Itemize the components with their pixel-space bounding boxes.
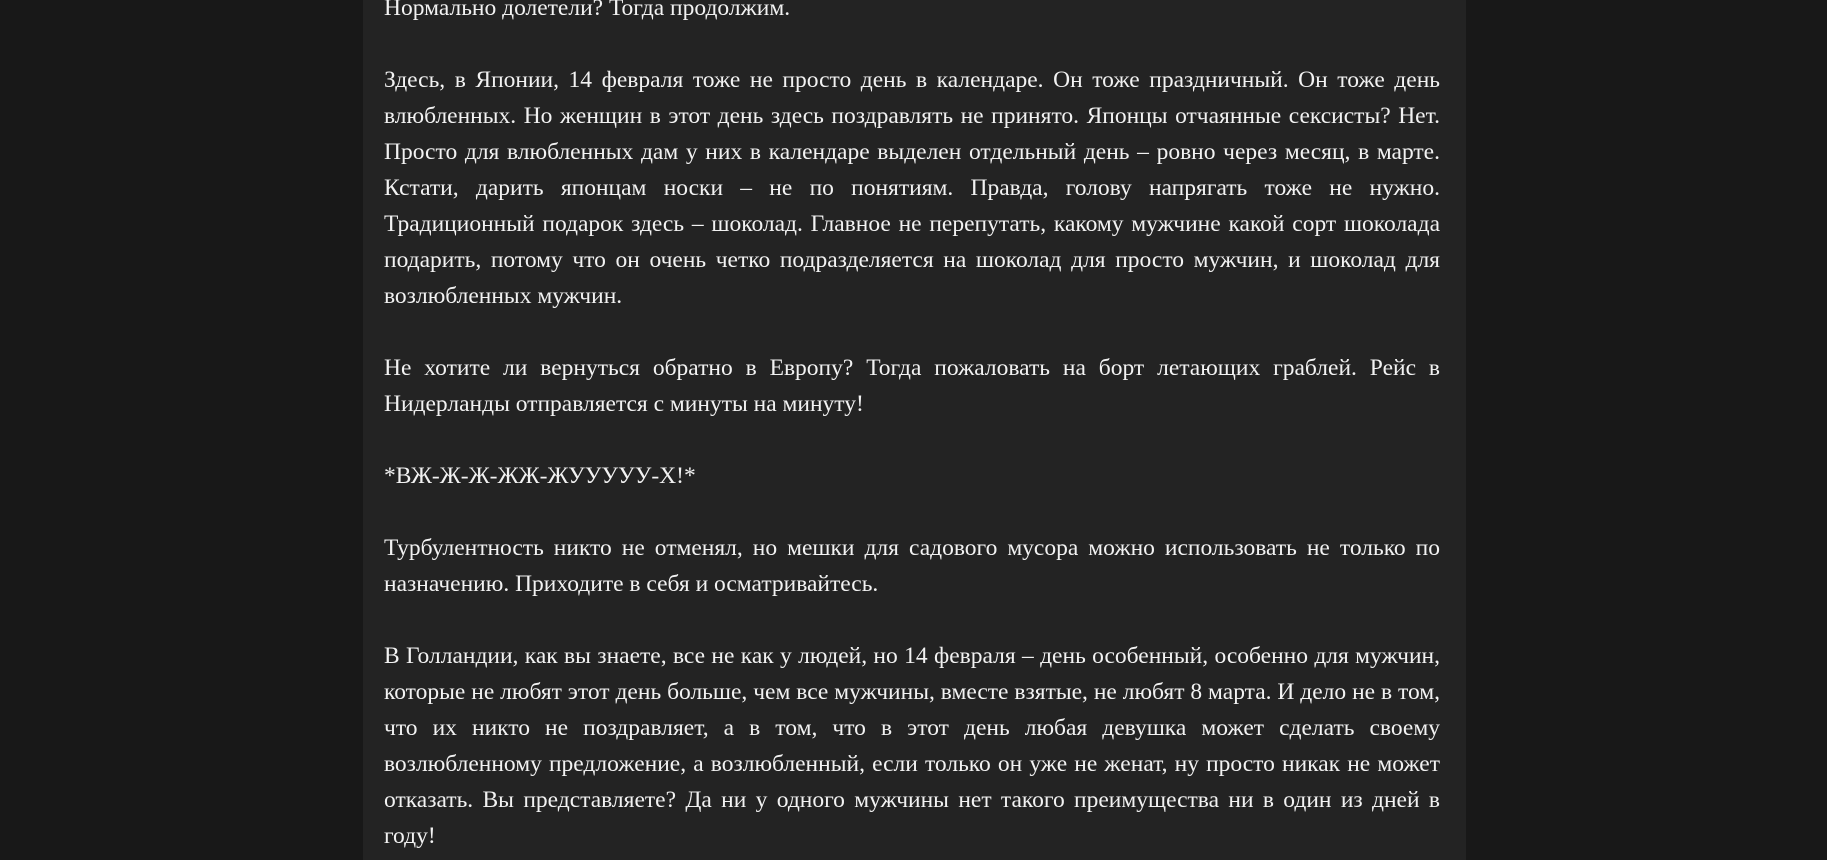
article-column xyxy=(363,0,1466,860)
paragraph-turbulence: Турбулентность никто не отменял, но мешки для садового мусора можно использовать не только по назначению. Приходите в себя и осматривайтесь. xyxy=(384,535,1440,597)
paragraph-intro: Нормально долетели? Тогда продолжим. xyxy=(384,0,791,21)
paragraph-sound: *ВЖ-Ж-Ж-ЖЖ-ЖУУУУУ-Х!* xyxy=(384,463,696,489)
paragraph-japan: Здесь, в Японии, 14 февраля тоже не просто день в календаре. Он тоже праздничный. Он тоже день влюбленных. Но женщин в этот день здесь поздравлять не принято. Японцы отчаянные сексисты? Нет. Просто для влюбленных дам у них в календаре выделен отдельный день – ровно через месяц, в марте. Кстати, дарить японцам носки – не по понятиям. Правда, голову напрягать тоже не нужно. Традиционный подарок здесь – шоколад. Главное не перепутать, какому мужчине какой сорт шоколада подарить, потому что он очень четко подразделяется на шоколад для просто мужчин, и шоколад для возлюбленных мужчин. xyxy=(384,67,1440,309)
paragraph-europe: Не хотите ли вернуться обратно в Европу? Тогда пожаловать на борт летающих граблей. Рейс в Нидерланды отправляется с минуты на минуту! xyxy=(384,355,1440,417)
paragraph-holland: В Голландии, как вы знаете, все не как у людей, но 14 февраля – день особенный, особенно для мужчин, которые не любят этот день больше, чем все мужчины, вместе взятые, не любят 8 марта. И дело не в том, что их никто не поздравляет, а в том, что в этот день любая девушка может сделать своему возлюбленному предложение, а возлюбленный, если только он уже не женат, ну просто никак не может отказать. Вы представляете? Да ни у одного мужчины нет такого преимущества ни в один из дней в году! xyxy=(384,643,1440,849)
article-body xyxy=(384,0,1440,860)
